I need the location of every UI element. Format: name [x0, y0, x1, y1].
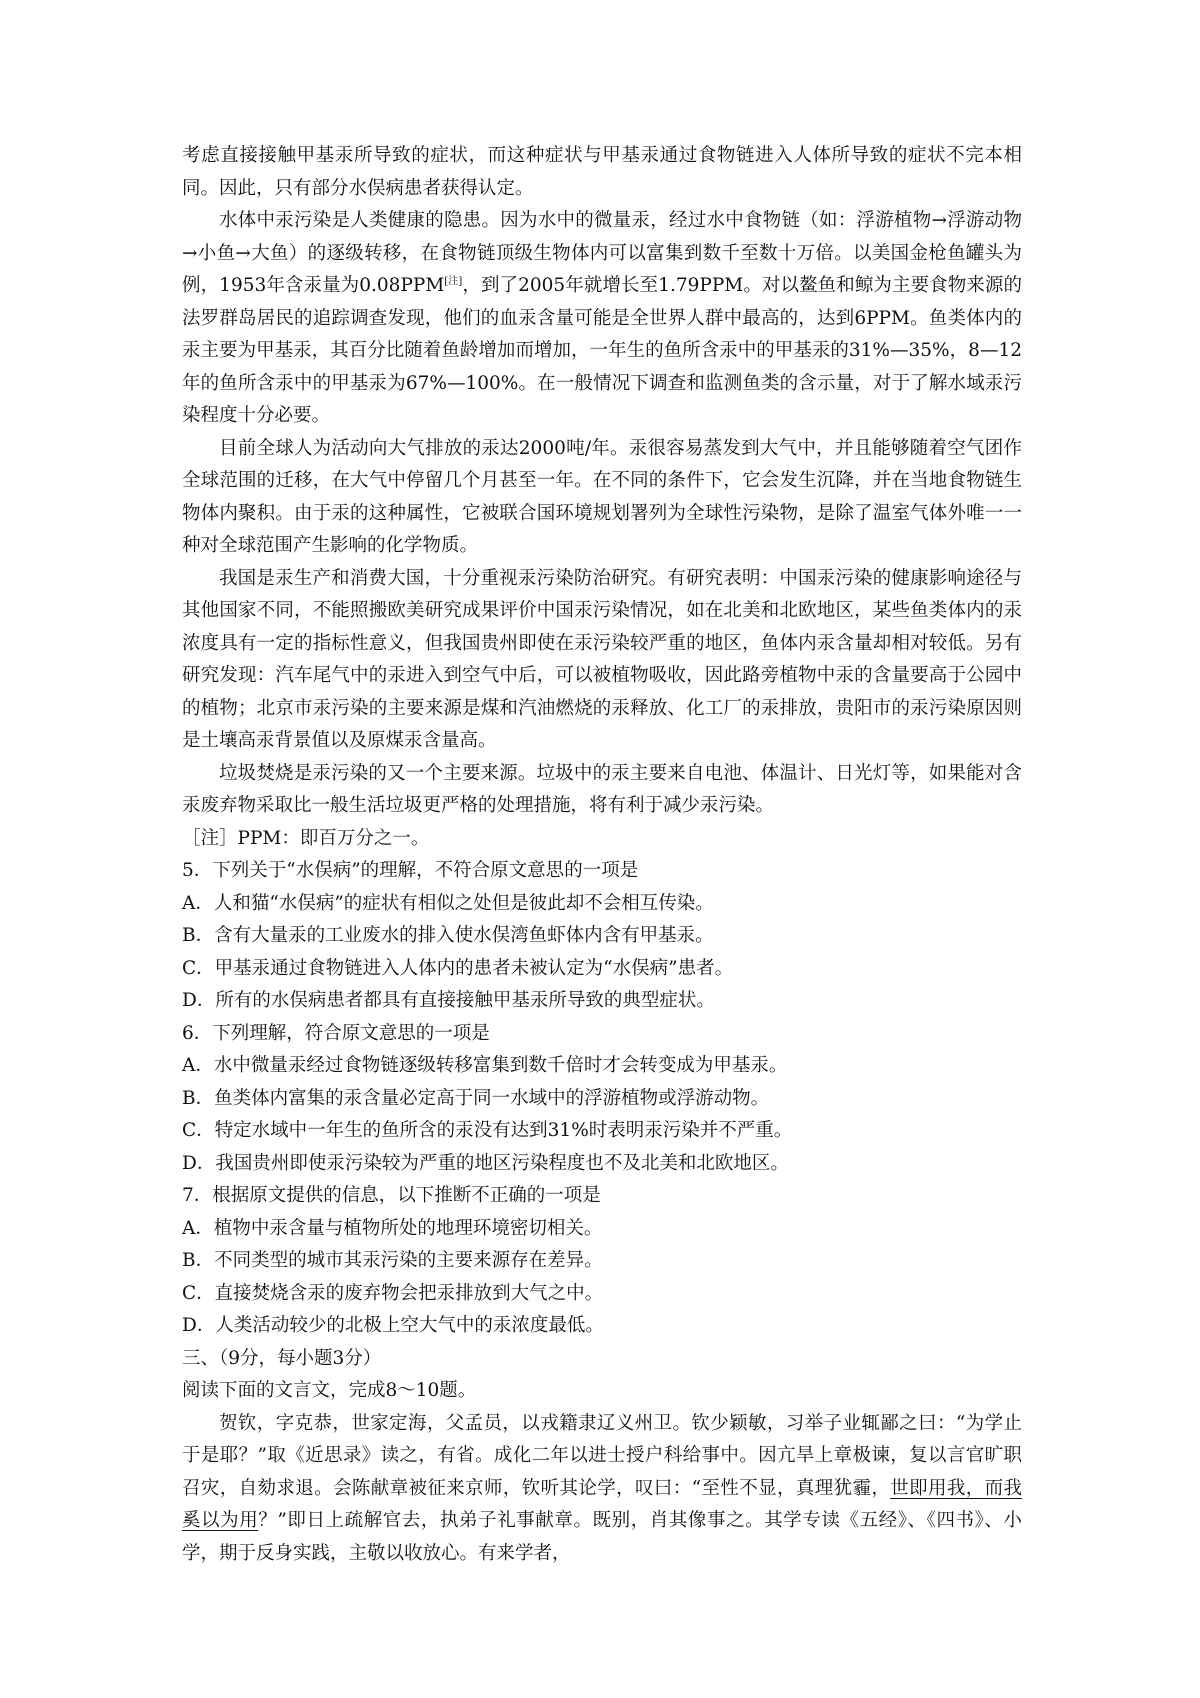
passage-paragraph: 我国是汞生产和消费大国，十分重视汞污染防治研究。有研究表明：中国汞污染的健康影响途径与其他国家不同，不能照搬欧美研究成果评价中国汞污染情况，如在北美和北欧地区，某些鱼类体内的汞浓度具有一定的指标性意义，但我国贵州即使在汞污染较严重的地区，鱼体内汞含量却相对较低。另有研究发现：汽车尾气中的汞进入到空气中后，可以被植物吸收，因此路旁植物中汞的含量要高于公园中的植物；北京市汞污染的主要来源是煤和汽油燃烧的汞释放、化工厂的汞排放，贵阳市的汞污染原因则是土壤高汞背景值以及原煤汞含量高。: [182, 567, 1022, 751]
passage-text: ？”即日上疏解官去，执弟子礼事献章。既别，肖其像事之。其学专读《五经》、《四书》、小学，期于反身实践，主敬以收放心。有来学者，: [182, 1510, 1022, 1564]
section-title: 三、（9分，每小题3分）: [182, 1347, 382, 1369]
passage-text: ，到了2005年就增长至1.79PPM。对以鳌鱼和鲸为主要食物来源的法罗群岛居民的追踪调查发现，他们的血汞含量可能是全世界人群中最高的，达到6PPM。鱼类体内的汞主要为甲基汞，其百分比随着鱼龄增加而增加，一年生的鱼所含汞中的甲基汞的31%—35%，8—12年的鱼所含汞中的甲基汞为67%—100%。在一般情况下调查和监测鱼类的含示量，对于了解水域汞污染程度十分必要。: [182, 275, 1022, 426]
question-stem: 6．下列理解，符合原文意思的一项是: [182, 1022, 490, 1044]
option-d: D．所有的水俣病患者都具有直接接触甲基汞所导致的典型症状。: [182, 990, 715, 1011]
option-c: C．直接焚烧含汞的废弃物会把汞排放到大气之中。: [182, 1282, 604, 1304]
question-5: [182, 855, 1022, 1018]
document-page: [182, 140, 1022, 1570]
option-c: C．甲基汞通过食物链进入人体内的患者未被认定为“水俣病”患者。: [182, 957, 734, 979]
question-stem: 5．下列关于“水俣病”的理解，不符合原文意思的一项是: [182, 860, 639, 881]
option-b: B．鱼类体内富集的汞含量必定高于同一水域中的浮游植物或浮游动物。: [182, 1087, 770, 1109]
passage-text: 贺钦，字克恭，世家定海，父孟员，以戎籍隶辽义州卫。钦少颖敏，习举子业辄鄙之曰：“为学止于是耶？”取《近思录》读之，有省。成化二年以进士授户科给事中。因亢旱上章极谏，复以言官旷职召灾，自劾求退。会陈献章被征来京师，钦听其论学，叹曰：“至性不显，真理犹霾，: [182, 1412, 1022, 1499]
classical-passage: [182, 1408, 1022, 1571]
section-instruction: 阅读下面的文言文，完成8～10题。: [182, 1380, 477, 1401]
option-d: D．人类活动较少的北极上空大气中的汞浓度最低。: [182, 1315, 604, 1336]
footnote-marker: [注]: [444, 275, 463, 287]
passage-paragraph: 目前全球人为活动向大气排放的汞达2000吨/年。汞很容易蒸发到大气中，并且能够随着空气团作全球范围的迁移，在大气中停留几个月甚至一年。在不同的条件下，它会发生沉降，并在当地食物链生物体内聚积。由于汞的这种属性，它被联合国环境规划署列为全球性污染物，是除了温室气体外唯一一种对全球范围产生影响的化学物质。: [182, 437, 1022, 556]
option-a: A．水中微量汞经过食物链逐级转移富集到数千倍时才会转变成为甲基汞。: [182, 1055, 788, 1076]
underlined-sentence: 世即用我，而我奚以为用: [182, 1477, 1022, 1531]
passage-paragraph: 考虑直接接触甲基汞所导致的症状，而这种症状与甲基汞通过食物链进入人体所导致的症状不完本相同。因此，只有部分水俣病患者获得认定。: [182, 145, 1022, 199]
option-a: A．人和猫“水俣病”的症状有相似之处但是彼此却不会相互传染。: [182, 892, 714, 914]
passage-text: 水体中汞污染是人类健康的隐患。因为水中的微量汞，经过水中食物链（如：浮游植物→浮游动物→小鱼→大鱼）的逐级转移，在食物链顶级生物体内可以富集到数千至数十万倍。以美国金枪鱼罐头为例，1953年含汞量为0.08PPM: [182, 210, 1022, 296]
passage-paragraph: [182, 205, 1022, 433]
question-7: [182, 1180, 1022, 1343]
option-a: A．植物中汞含量与植物所处的地理环境密切相关。: [182, 1217, 603, 1239]
option-c: C．特定水域中一年生的鱼所含的汞没有达到31%时表明汞污染并不严重。: [182, 1120, 793, 1141]
passage-paragraph: 垃圾焚烧是汞污染的又一个主要来源。垃圾中的汞主要来自电池、体温计、日光灯等，如果能对含汞废弃物采取比一般生活垃圾更严格的处理措施，将有利于减少汞污染。: [182, 762, 1022, 816]
option-b: B．不同类型的城市其汞污染的主要来源存在差异。: [182, 1250, 603, 1271]
question-stem: 7．根据原文提供的信息，以下推断不正确的一项是: [182, 1185, 601, 1206]
footnote: ［注］PPM：即百万分之一。: [182, 827, 430, 849]
option-d: D．我国贵州即使汞污染较为严重的地区污染程度也不及北美和北欧地区。: [182, 1152, 789, 1174]
question-6: [182, 1018, 1022, 1181]
option-b: B．含有大量汞的工业废水的排入使水俣湾鱼虾体内含有甲基汞。: [182, 925, 714, 946]
